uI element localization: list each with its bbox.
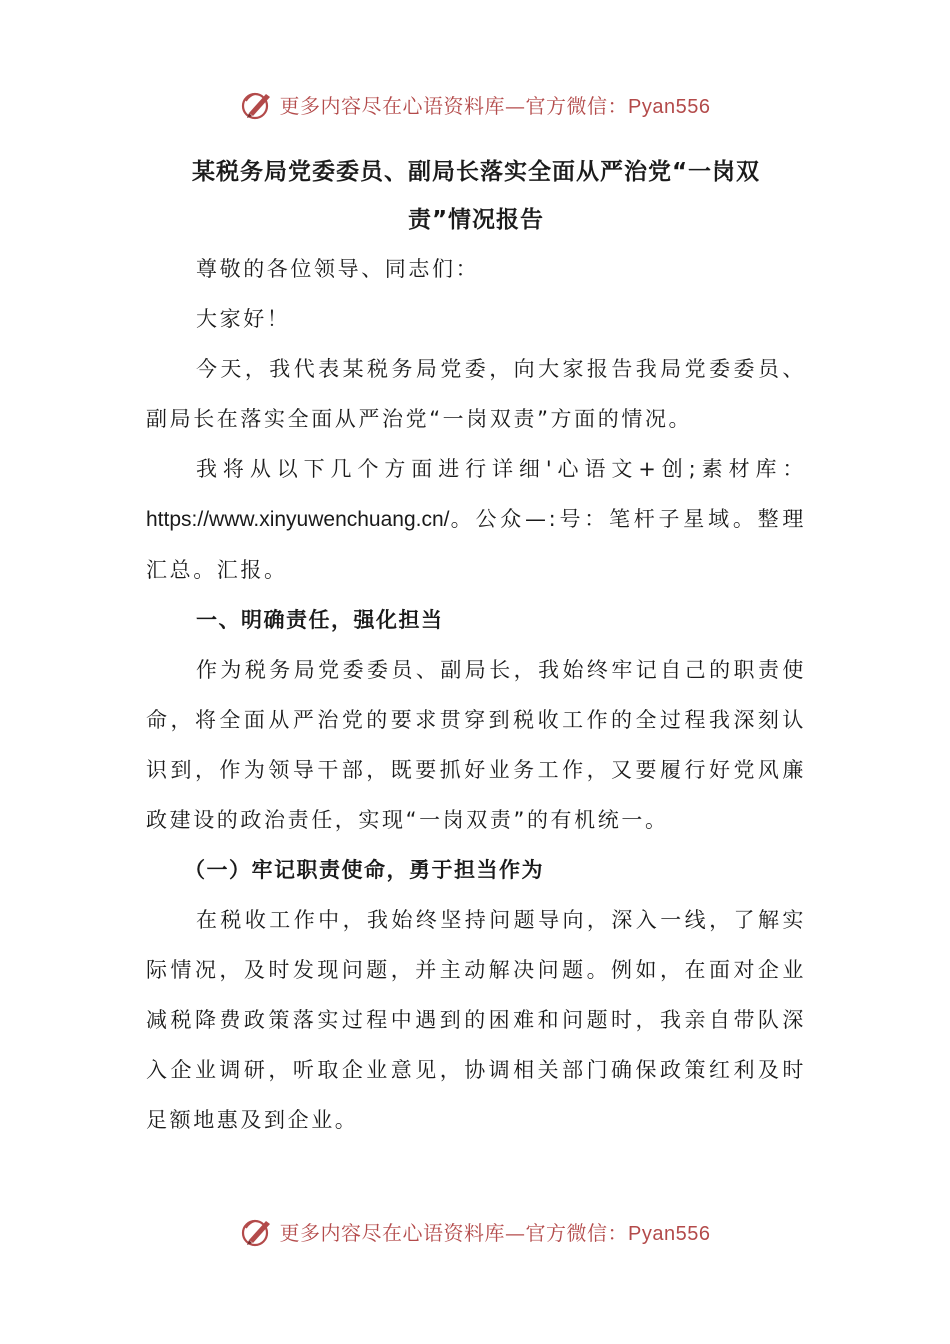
subsection-1-paragraph: 在税收工作中，我始终坚持问题导向，深入一线，了解实际情况，及时发现问题，并主动解决问题。例如，在面对企业减税降费政策落实过程中遇到的困难和问题时，我亲自带队深入企业调研，听取企业意见，协调相关部门确保政策红利及时足额地惠及到企业。 [146,908,806,1132]
document-title-line-2: 责”情况报告 [407,207,545,233]
pen-logo-icon [240,1214,274,1248]
watermark-footer [0,1211,950,1251]
section-1-paragraph: 作为税务局党委委员、副局长，我始终牢记自己的职责使命，将全面从严治党的要求贯穿到税收工作的全过程我深刻认识到，作为领导干部，既要抓好业务工作，又要履行好党风廉政建设的政治责任，实现“一岗双责”的有机统一。 [146,658,806,832]
document-title-line-1: 某税务局党委委员、副局长落实全面从严治党“一岗双 [191,159,761,185]
intro-paragraph-2: 我将从以下几个方面进行详细'心语文+创;素材库：https://www.xinyuwenchuang.cn/。公众—:号：笔杆子星域。整理汇总。汇报。 [146,457,806,582]
section-1-heading: 一、明确责任，强化担当 [196,608,444,632]
watermark-header [0,84,950,124]
greeting: 大家好！ [196,307,291,331]
intro-paragraph-1: 今天，我代表某税务局党委，向大家报告我局党委委员、副局长在落实全面从严治党“一岗双责”方面的情况。 [146,357,806,431]
watermark-text: 更多内容尽在心语资料库—官方微信：Pyan556 [279,93,711,118]
document-body [146,148,806,1145]
salutation: 尊敬的各位领导、同志们： [196,257,480,281]
watermark-text: 更多内容尽在心语资料库—官方微信：Pyan556 [279,1220,711,1245]
pen-logo-icon [240,87,274,121]
subsection-1-heading: （一）牢记职责使命，勇于担当作为 [184,858,544,882]
source-url: https://www.xinyuwenchuang.cn/ [146,508,450,531]
